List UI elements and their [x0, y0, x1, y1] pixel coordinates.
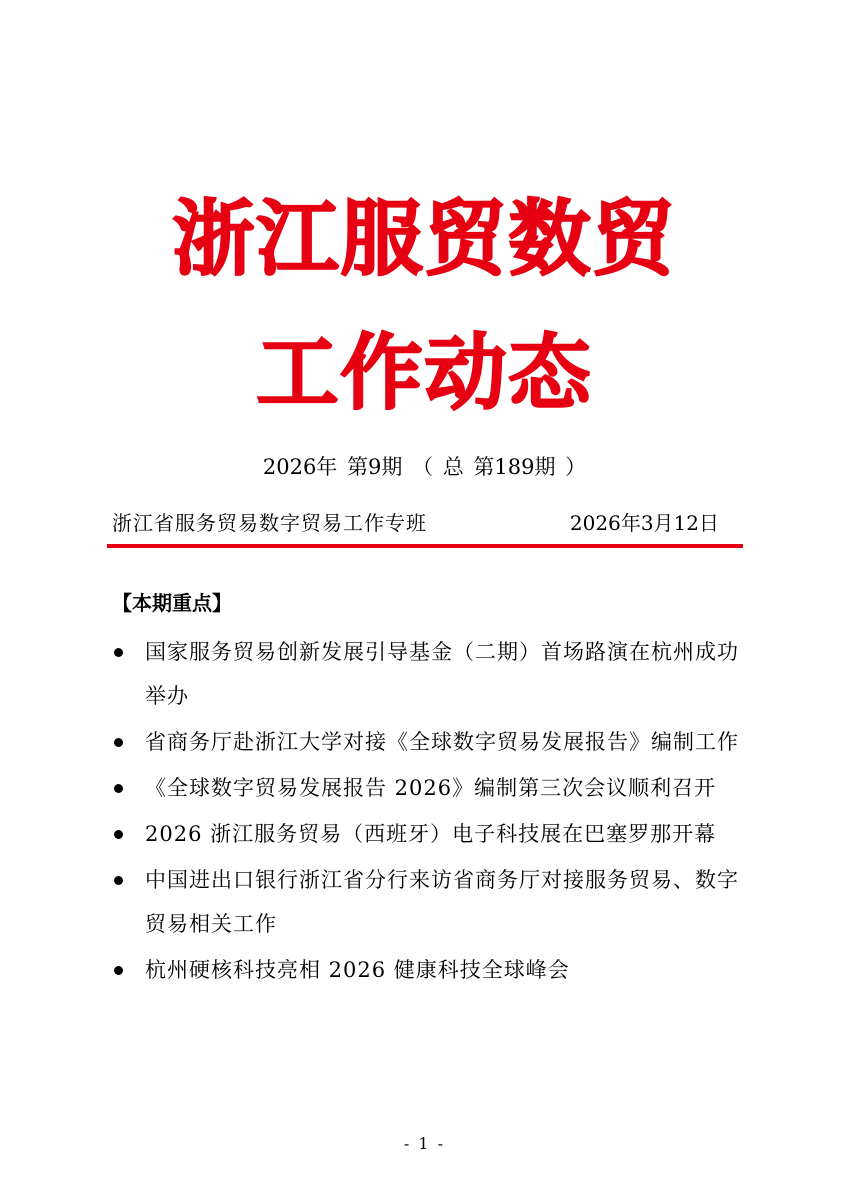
highlight-item	[112, 766, 752, 810]
red-divider-rule	[107, 544, 743, 548]
highlight-item	[112, 812, 752, 856]
highlight-text: 2026 浙江服务贸易（西班牙）电子科技展在巴塞罗那开幕	[145, 822, 717, 846]
page-number: - 1 -	[403, 1134, 446, 1153]
highlights-list	[112, 630, 752, 994]
bullet-dot-icon	[114, 830, 123, 839]
highlight-item	[112, 720, 752, 764]
masthead-title-line-2: 工作动态	[256, 325, 593, 421]
highlight-text: 中国进出口银行浙江省分行来访省商务厅对接服务贸易、数字贸易相关工作	[145, 868, 739, 936]
issue-number: 2026年 第9期 （ 总 第189期 ）	[262, 455, 587, 479]
highlights-heading: 【本期重点】	[112, 591, 232, 615]
bullet-dot-icon	[114, 876, 123, 885]
bullet-dot-icon	[114, 966, 123, 975]
issuing-office: 浙江省服务贸易数字贸易工作专班	[112, 511, 427, 535]
issue-date: 2026年3月12日	[569, 511, 719, 535]
highlight-text: 《全球数字贸易发展报告 2026》编制第三次会议顺利召开	[145, 776, 717, 800]
masthead-title-line-1: 浙江服贸数贸	[172, 191, 677, 287]
highlight-item	[112, 948, 752, 992]
highlight-text: 省商务厅赴浙江大学对接《全球数字贸易发展报告》编制工作	[145, 730, 739, 754]
highlight-text: 国家服务贸易创新发展引导基金（二期）首场路演在杭州成功举办	[145, 640, 739, 708]
highlight-item	[112, 858, 752, 946]
highlight-text: 杭州硬核科技亮相 2026 健康科技全球峰会	[145, 958, 570, 982]
highlight-item	[112, 630, 752, 718]
bullet-dot-icon	[114, 648, 123, 657]
bullet-dot-icon	[114, 784, 123, 793]
bullet-dot-icon	[114, 738, 123, 747]
